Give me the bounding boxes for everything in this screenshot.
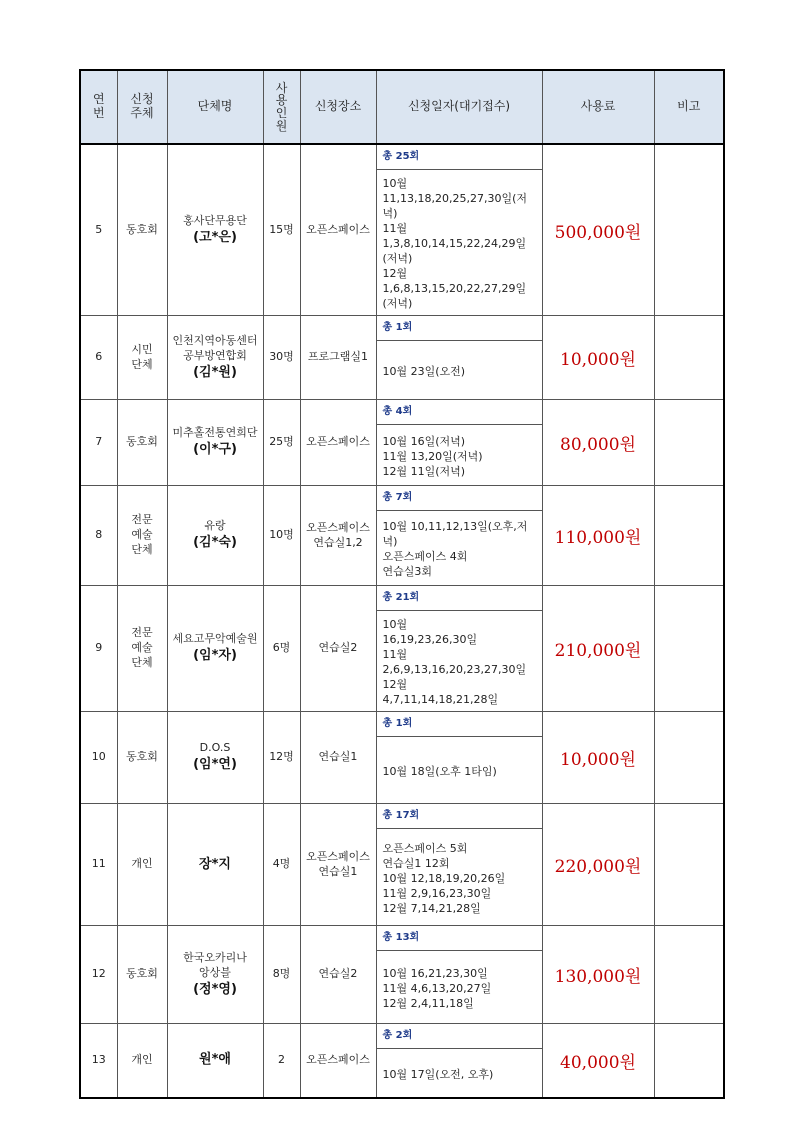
usage-fee: 210,000원 — [542, 586, 654, 712]
session-total: 총 25회 — [377, 145, 542, 170]
representative-name: (임*연) — [193, 757, 237, 773]
table-row — [80, 1024, 724, 1098]
usage-fee: 220,000원 — [542, 804, 654, 926]
applicant-type: 동호회 — [117, 712, 167, 804]
table-header — [80, 70, 724, 144]
table-row — [80, 926, 724, 1024]
group-cell — [167, 1024, 263, 1098]
group-name: 홍사단무용단 — [183, 213, 247, 227]
date-detail: 오픈스페이스 5회 연습실1 12회 10월 12,18,19,20,26일 11월 2,9,16,23,30일 12월 7,14,21,28일 — [382, 842, 506, 915]
remarks — [654, 586, 724, 712]
dates-cell — [376, 144, 542, 316]
remarks — [654, 712, 724, 804]
table-row — [80, 586, 724, 712]
header-subject: 신청 주체 — [117, 70, 167, 144]
remarks — [654, 316, 724, 400]
user-count: 15명 — [263, 144, 300, 316]
remarks — [654, 144, 724, 316]
user-count: 10명 — [263, 486, 300, 586]
representative-name: (김*숙) — [193, 535, 237, 551]
venue: 연습실2 — [300, 926, 376, 1024]
date-detail: 10월 17일(오전, 오후) — [382, 1068, 494, 1081]
applicant-type: 전문 예술 단체 — [117, 586, 167, 712]
header-dates: 신청일자(대기접수) — [376, 70, 542, 144]
dates-cell — [376, 316, 542, 400]
date-detail: 10월 16,21,23,30일 11월 4,6,13,20,27일 12월 2,4,11,18일 — [382, 967, 492, 1010]
dates-cell — [376, 586, 542, 712]
remarks — [654, 804, 724, 926]
representative-name: (임*자) — [193, 648, 237, 664]
session-total: 총 2회 — [377, 1024, 542, 1049]
venue: 오픈스페이스 — [300, 1024, 376, 1098]
table-body — [80, 144, 724, 1098]
row-number: 12 — [80, 926, 117, 1024]
applicant-type: 개인 — [117, 1024, 167, 1098]
representative-name: 장*지 — [199, 856, 231, 872]
session-total: 총 1회 — [377, 712, 542, 737]
row-number: 11 — [80, 804, 117, 926]
session-total: 총 4회 — [377, 400, 542, 425]
representative-name: (정*영) — [193, 981, 237, 997]
row-number: 5 — [80, 144, 117, 316]
table-row — [80, 400, 724, 486]
session-total: 총 17회 — [377, 804, 542, 829]
group-name: 인천지역아동센터 공부방연합회 — [172, 333, 258, 362]
usage-fee: 80,000원 — [542, 400, 654, 486]
venue: 오픈스페이스 연습실1,2 — [300, 486, 376, 586]
group-cell — [167, 144, 263, 316]
dates-cell — [376, 804, 542, 926]
row-number: 7 — [80, 400, 117, 486]
group-cell — [167, 486, 263, 586]
usage-fee: 10,000원 — [542, 712, 654, 804]
session-total: 총 1회 — [377, 316, 542, 341]
date-detail: 10월 16일(저녁) 11월 13,20일(저녁) 12월 11일(저녁) — [382, 435, 483, 478]
row-number: 10 — [80, 712, 117, 804]
header-group: 단체명 — [167, 70, 263, 144]
venue: 연습실2 — [300, 586, 376, 712]
representative-name: (이*구) — [193, 442, 237, 458]
row-number: 13 — [80, 1024, 117, 1098]
table-row — [80, 486, 724, 586]
venue: 프로그램실1 — [300, 316, 376, 400]
session-total: 총 21회 — [377, 586, 542, 611]
venue: 오픈스페이스 — [300, 400, 376, 486]
date-detail: 10월 16,19,23,26,30일 11월 2,6,9,13,16,20,23,27,30일 12월 4,7,11,14,18,21,28일 — [382, 618, 527, 706]
applicant-type: 동호회 — [117, 400, 167, 486]
table-row — [80, 316, 724, 400]
applicant-type: 동호회 — [117, 926, 167, 1024]
session-total: 총 13회 — [377, 926, 542, 951]
date-detail: 10월 18일(오후 1타임) — [382, 765, 497, 778]
representative-name: (김*원) — [193, 364, 237, 380]
group-cell — [167, 926, 263, 1024]
dates-cell — [376, 1024, 542, 1098]
representative-name: (고*은) — [193, 229, 237, 245]
user-count: 8명 — [263, 926, 300, 1024]
group-cell — [167, 586, 263, 712]
table-row — [80, 144, 724, 316]
usage-fee: 10,000원 — [542, 316, 654, 400]
header-no: 연 번 — [80, 70, 117, 144]
table-row — [80, 804, 724, 926]
venue: 오픈스페이스 연습실1 — [300, 804, 376, 926]
dates-cell — [376, 400, 542, 486]
dates-cell — [376, 712, 542, 804]
user-count: 30명 — [263, 316, 300, 400]
remarks — [654, 926, 724, 1024]
row-number: 9 — [80, 586, 117, 712]
user-count: 2 — [263, 1024, 300, 1098]
remarks — [654, 1024, 724, 1098]
date-detail: 10월 10,11,12,13일(오후,저녁) 오픈스페이스 4회 연습실3회 — [382, 520, 528, 578]
group-name: 세요고무악예술원 — [172, 632, 258, 646]
table-row — [80, 712, 724, 804]
user-count: 25명 — [263, 400, 300, 486]
group-cell — [167, 316, 263, 400]
header-users: 사 용 인 원 — [263, 70, 300, 144]
dates-cell — [376, 486, 542, 586]
usage-fee: 110,000원 — [542, 486, 654, 586]
dates-cell — [376, 926, 542, 1024]
usage-fee: 500,000원 — [542, 144, 654, 316]
user-count: 4명 — [263, 804, 300, 926]
header-fee: 사용료 — [542, 70, 654, 144]
venue: 연습실1 — [300, 712, 376, 804]
rental-application-table — [79, 69, 725, 1099]
row-number: 8 — [80, 486, 117, 586]
group-name: D.O.S — [199, 741, 231, 755]
remarks — [654, 486, 724, 586]
applicant-type: 동호회 — [117, 144, 167, 316]
group-name: 유랑 — [204, 519, 226, 533]
applicant-type: 개인 — [117, 804, 167, 926]
usage-fee: 130,000원 — [542, 926, 654, 1024]
applicant-type: 시민 단체 — [117, 316, 167, 400]
group-cell — [167, 804, 263, 926]
header-venue: 신청장소 — [300, 70, 376, 144]
header-note: 비고 — [654, 70, 724, 144]
group-cell — [167, 400, 263, 486]
group-name: 한국오카리나 앙상블 — [183, 950, 247, 979]
remarks — [654, 400, 724, 486]
venue: 오픈스페이스 — [300, 144, 376, 316]
session-total: 총 7회 — [377, 486, 542, 511]
row-number: 6 — [80, 316, 117, 400]
user-count: 6명 — [263, 586, 300, 712]
representative-name: 원*애 — [199, 1052, 231, 1068]
applicant-type: 전문 예술 단체 — [117, 486, 167, 586]
date-detail: 10월 11,13,18,20,25,27,30일(저녁) 11월 1,3,8,10,14,15,22,24,29일(저녁) 12월 1,6,8,13,15,20,22,27,29일(저녁) — [382, 177, 528, 310]
group-cell — [167, 712, 263, 804]
date-detail: 10월 23일(오전) — [382, 365, 466, 378]
user-count: 12명 — [263, 712, 300, 804]
usage-fee: 40,000원 — [542, 1024, 654, 1098]
group-name: 미추홀전통연희단 — [172, 426, 258, 440]
